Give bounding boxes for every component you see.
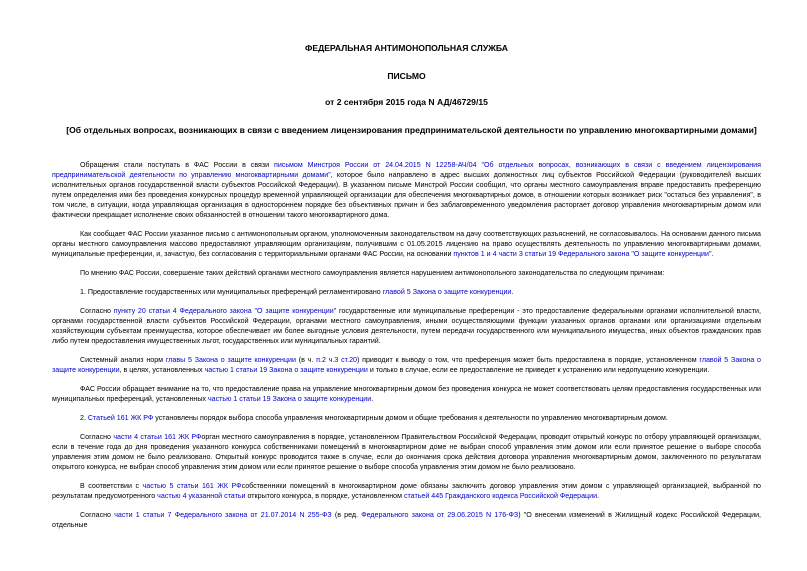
document-link[interactable]: главой 5 Закона о защите конкуренции (382, 288, 512, 296)
paragraph-text: ФАС России обращает внимание на то, что предоставление права на управление многоквартирным домом без проведения конкурса не может соответствовать целям предоставления государственных или муниципальных преференций, установленных (52, 385, 761, 403)
body-paragraph (52, 481, 761, 501)
document-subject: [Об отдельных вопросах, возникающих в связи с введением лицензирования предпринимательской деятельности по управлению многоквартирными домами] (66, 125, 757, 135)
body-paragraph (52, 229, 761, 259)
paragraph-text: орган местного самоуправления в порядке, установленном Правительством Российской Федерации, проводит открытый конкурс по отбору управляющей организации, если в течение года до дня проведения указанного конкурса собственниками помещений в многоквартирном доме не выбран способ управления этим домом или если принятое решение о выборе способа управления этим домом не было реализовано. Открытый конкурс проводится также в случае, если до окончания срока действия договора управления многоквартирным домом, заключенного по результатам открытого конкурса, не выбран способ управления этим домом или если принятое решение о выборе способа управления этим домом не было реализовано. (52, 433, 761, 471)
document-link[interactable]: п.2 ч.3 ст.20 (316, 356, 357, 364)
paragraph-text: Согласно (80, 511, 115, 519)
document-link[interactable]: частью 1 статьи 19 Закона о защите конкуренции (207, 395, 372, 403)
paragraph-text: Обращения стали поступать в ФАС России в связи (80, 161, 274, 169)
paragraph-text: , в целях, установленных (119, 366, 205, 374)
document-link[interactable]: письмом Минстроя России от 24.04.2015 N 12258-АЧ/04 "Об отдельных вопросах, возникающих в связи с введением лицензирования предпринимательской деятельности по управлению многоквартирными домами" (52, 161, 761, 179)
document-link[interactable]: статьей 445 Гражданского кодекса Российской Федерации (403, 492, 598, 500)
paragraph-text: (в ред. (331, 511, 362, 519)
paragraph-text: и только в случае, если ее предоставление не приведет к устранению или недопущению конкуренции. (367, 366, 710, 374)
paragraph-text: . (597, 492, 600, 500)
body-paragraph (52, 510, 761, 530)
paragraph-text: 1. Предоставление государственных или муниципальных преференций регламентировано (80, 288, 383, 296)
paragraph-text: открытого конкурса, в порядке, установленном (245, 492, 404, 500)
document-type-heading: ПИСЬМО (387, 71, 426, 81)
document-link[interactable]: Федерального закона от 29.06.2015 N 176-ФЗ (361, 511, 519, 519)
paragraph-text: 2. (80, 414, 88, 422)
body-paragraph (52, 384, 761, 404)
paragraph-text: (в ч. (295, 356, 317, 364)
paragraph-text: Системный анализ норм (80, 356, 166, 364)
paragraph-text: По мнению ФАС России, совершение таких действий органами местного самоуправления является нарушением антимонопольного законодательства по следующим причинам: (80, 269, 665, 277)
paragraph-text: . (511, 288, 514, 296)
paragraph-text: Согласно (80, 307, 114, 315)
document-link[interactable]: части 1 статьи 7 Федерального закона от 21.07.2014 N 255-ФЗ (114, 511, 332, 519)
paragraph-text: установлены порядок выбора способа управления многоквартирным домом и общие требования к деятельности по управлению многоквартирным домом. (153, 414, 668, 422)
paragraph-text: . (371, 395, 374, 403)
document-link[interactable]: главы 5 Закона о защите конкуренции (165, 356, 296, 364)
paragraph-text: , которое было направлено в адрес высших должностных лиц субъектов Российской Федерации (руководителей высших исполнительных органов государственной власти субъектов Российской Федерации). В указанном письме Минстрой России сообщил, что органы местного самоуправления вправе предоставить преференцию путем определения ими без проведения конкурсных процедур временной управляющей организации для обеспечения многоквартирных домов, в отношении которых возникает риск "остаться без управления", в том числе, в ситуации, когда управляющая организация в одностороннем порядке без объективных причин и без заблаговременного уведомления расторгает договор управления многоквартирным домом или фактически прекращает исполнение своих обязанностей в отношении такого многоквартирного дома. (52, 171, 761, 219)
document-link[interactable]: части 4 статьи 161 ЖК РФ (113, 433, 202, 441)
document-link[interactable]: пункту 20 статьи 4 Федерального закона "О защите конкуренции" (113, 307, 337, 315)
paragraph-text: собственники помещений в многоквартирном доме обязаны заключить договор управления этим домом с управляющей организацией, выбранной по результатам предусмотренного (52, 482, 761, 500)
document-link[interactable]: Статьей 161 ЖК РФ (87, 414, 154, 422)
paragraph-text: . (711, 250, 714, 258)
paragraph-text: ) "О внесении изменений в Жилищный кодекс Российской Федерации, отдельные (52, 511, 762, 529)
document-link[interactable]: частью 5 статьи 161 ЖК РФ (142, 482, 242, 490)
document-date-number: от 2 сентября 2015 года N АД/46729/15 (325, 97, 488, 107)
body-paragraph (52, 355, 761, 375)
paragraph-text: Согласно (80, 433, 114, 441)
body-paragraph (52, 268, 761, 278)
body-paragraph (52, 413, 761, 423)
paragraph-text: В соответствии с (80, 482, 143, 490)
document-link[interactable]: частью 1 статьи 19 Закона о защите конкуренции (204, 366, 368, 374)
body-paragraph (52, 160, 761, 220)
paragraph-text: государственные или муниципальные преференции - это предоставление федеральными органами исполнительной власти, органами государственной власти субъектов Российской Федерации, органами местного самоуправления, иными осуществляющими функции указанных органов органами или организациями отдельным хозяйствующим субъектам преимущества, которое обеспечивает им более выгодные условия деятельности, путем передачи государственного или муниципального имущества, иных объектов гражданских прав либо путем предоставления имущественных льгот, государственных или муниципальных гарантий. (52, 307, 761, 345)
agency-heading: ФЕДЕРАЛЬНАЯ АНТИМОНОПОЛЬНАЯ СЛУЖБА (305, 43, 508, 53)
document-body (52, 160, 761, 530)
document-link[interactable]: частью 4 указанной статьи (157, 492, 246, 500)
body-paragraph (52, 287, 761, 297)
document-link[interactable]: главой 5 Закона о защите конкуренции (52, 356, 762, 374)
paragraph-text: ) приводит к выводу о том, что преференция может быть предоставлена в порядке, установленном (356, 356, 700, 364)
body-paragraph (52, 432, 761, 472)
body-paragraph (52, 306, 761, 346)
document-link[interactable]: пунктов 1 и 4 части 3 статьи 19 Федерального закона "О защите конкуренции" (453, 250, 712, 258)
paragraph-text: Как сообщает ФАС России указанное письмо с антимонопольным органом, уполномоченным законодательством на дачу соответствующих разъяснений, не согласовывалось. На основании данного письма органы местного самоуправления массово предоставляют управляющим организациям, получившим с 01.05.2015 лицензию на право осуществлять деятельность по управлению многоквартирными домами, муниципальные преференции, и, зачастую, без согласования с территориальными органами ФАС России, на основании (52, 230, 761, 258)
